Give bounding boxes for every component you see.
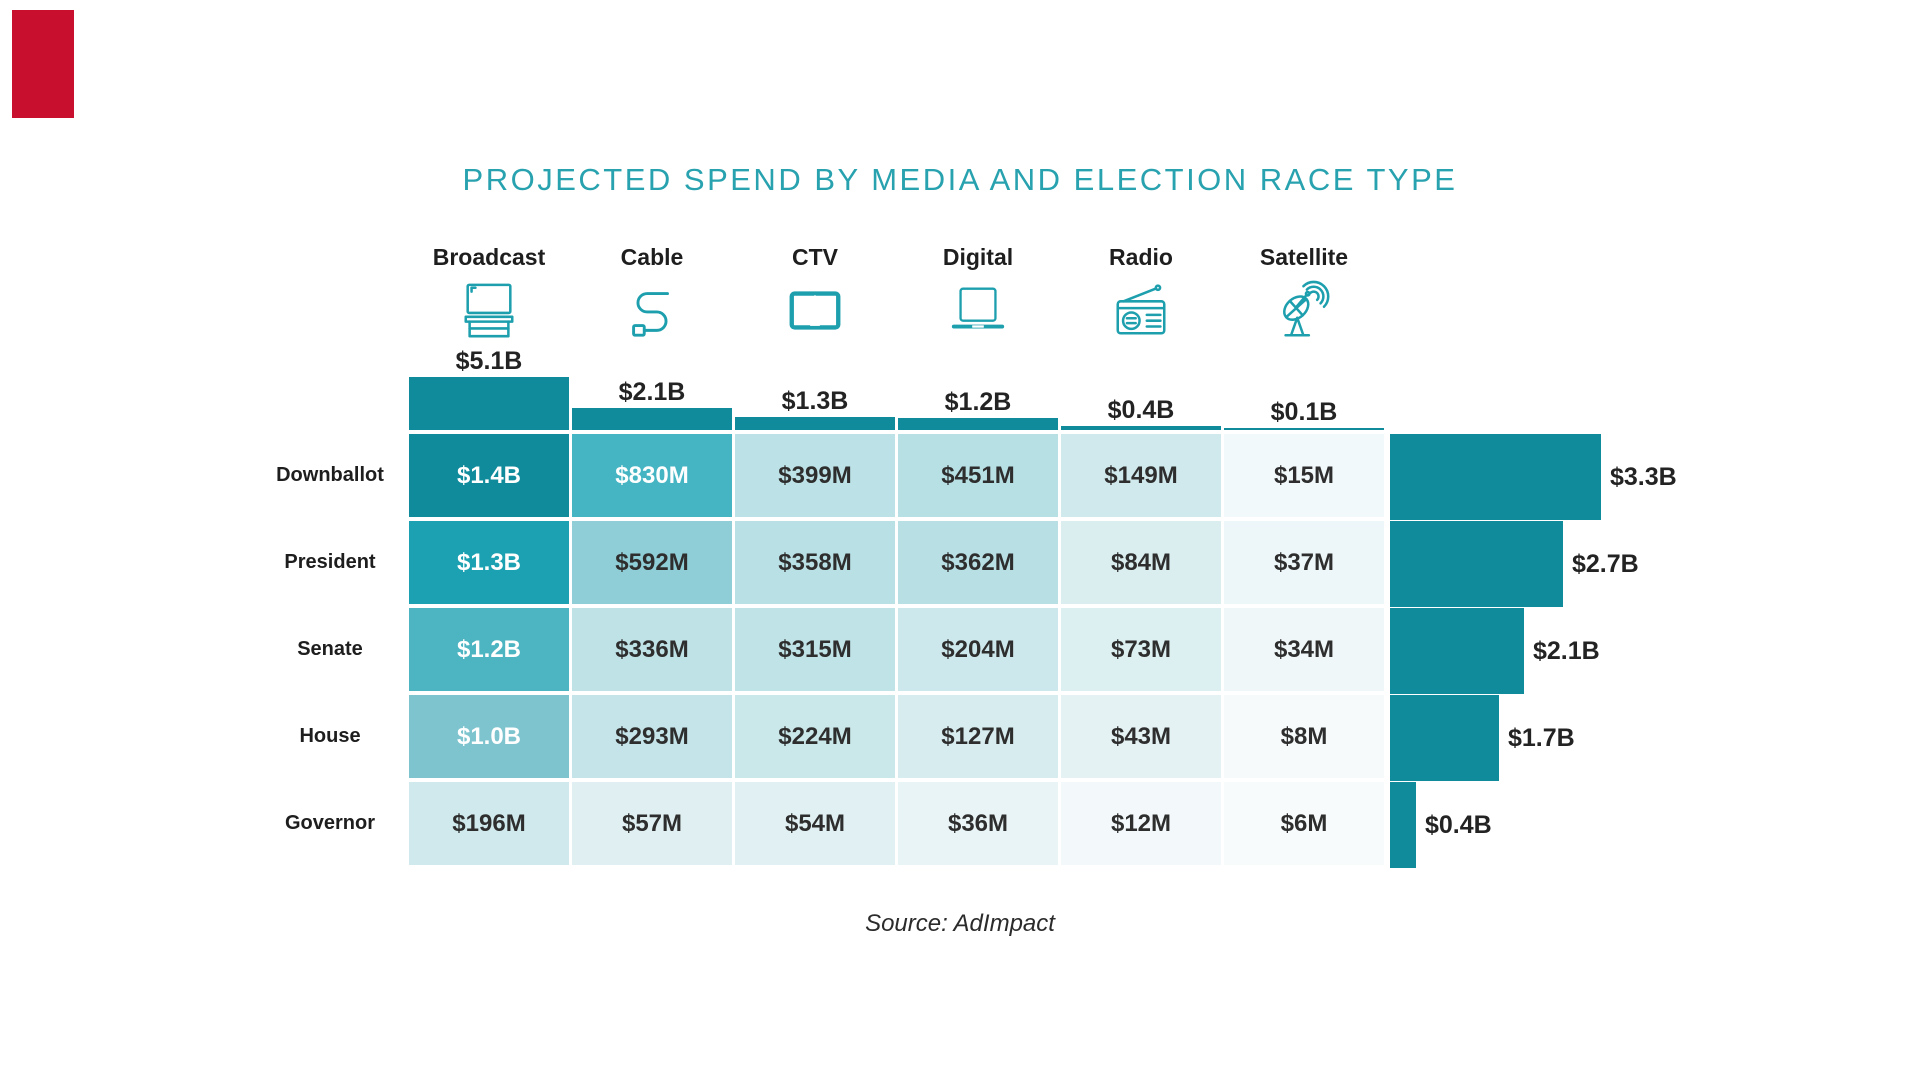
cell-downballot-digital: $451M [898, 434, 1058, 517]
cell-president-radio: $84M [1061, 521, 1221, 604]
satellite-dish-icon [1224, 278, 1384, 344]
cell-senate-broadcast: $1.2B [409, 608, 569, 691]
column-total-bar-cable [572, 408, 732, 430]
row-label-downballot: Downballot [276, 464, 384, 486]
cell-house-radio: $43M [1061, 695, 1221, 778]
radio-icon [1061, 278, 1221, 344]
cell-president-digital: $362M [898, 521, 1058, 604]
cell-president-ctv: $358M [735, 521, 895, 604]
column-total-label-satellite: $0.1B [1270, 398, 1338, 426]
row-label-president: President [284, 551, 376, 573]
cell-house-broadcast: $1.0B [409, 695, 569, 778]
cell-house-satellite: $8M [1224, 695, 1384, 778]
cell-governor-satellite: $6M [1224, 782, 1384, 865]
cell-president-cable: $592M [572, 521, 732, 604]
row-total-bar-president [1390, 521, 1563, 607]
column-total-bar-radio [1061, 426, 1221, 430]
cell-house-cable: $293M [572, 695, 732, 778]
column-total-label-broadcast: $5.1B [455, 347, 523, 375]
cable-cord-icon [572, 278, 732, 344]
source-text: Source: AdImpact [865, 910, 1055, 937]
row-total-label-house: $1.7B [1508, 724, 1575, 752]
row-total-bar-senate [1390, 608, 1524, 694]
row-total-label-president: $2.7B [1572, 550, 1639, 578]
cell-senate-ctv: $315M [735, 608, 895, 691]
chart-title: PROJECTED SPEND BY MEDIA AND ELECTION RACE TYPE [462, 162, 1458, 197]
row-label-house: House [299, 725, 361, 747]
cell-downballot-ctv: $399M [735, 434, 895, 517]
cell-downballot-cable: $830M [572, 434, 732, 517]
row-total-label-governor: $0.4B [1425, 811, 1492, 839]
cell-governor-radio: $12M [1061, 782, 1221, 865]
row-total-label-downballot: $3.3B [1610, 463, 1677, 491]
cell-house-digital: $127M [898, 695, 1058, 778]
cell-senate-cable: $336M [572, 608, 732, 691]
column-total-label-radio: $0.4B [1107, 396, 1175, 424]
ctv-screen-icon [735, 278, 895, 344]
cell-president-satellite: $37M [1224, 521, 1384, 604]
column-header-ctv: CTV [792, 244, 838, 270]
cell-governor-ctv: $54M [735, 782, 895, 865]
cell-governor-cable: $57M [572, 782, 732, 865]
column-header-radio: Radio [1109, 244, 1173, 270]
cell-downballot-satellite: $15M [1224, 434, 1384, 517]
cell-senate-digital: $204M [898, 608, 1058, 691]
column-total-label-digital: $1.2B [944, 388, 1012, 416]
column-total-bar-satellite [1224, 428, 1384, 430]
column-header-satellite: Satellite [1259, 244, 1349, 270]
cell-downballot-broadcast: $1.4B [409, 434, 569, 517]
column-total-label-cable: $2.1B [618, 378, 686, 406]
row-total-label-senate: $2.1B [1533, 637, 1600, 665]
source-credit [0, 910, 1920, 938]
column-total-bar-digital [898, 418, 1058, 430]
cell-downballot-radio: $149M [1061, 434, 1221, 517]
column-header-broadcast: Broadcast [432, 244, 546, 270]
cell-governor-broadcast: $196M [409, 782, 569, 865]
column-header-digital: Digital [942, 244, 1014, 270]
row-total-bar-downballot [1390, 434, 1601, 520]
cell-governor-digital: $36M [898, 782, 1058, 865]
laptop-icon [898, 278, 1058, 344]
row-total-bar-governor [1390, 782, 1416, 868]
broadcast-tv-icon [409, 278, 569, 344]
column-total-label-ctv: $1.3B [781, 387, 849, 415]
column-header-cable: Cable [620, 244, 684, 270]
cell-senate-satellite: $34M [1224, 608, 1384, 691]
cell-president-broadcast: $1.3B [409, 521, 569, 604]
row-label-governor: Governor [284, 812, 376, 834]
column-total-bar-ctv [735, 417, 895, 430]
row-label-senate: Senate [297, 638, 363, 660]
cell-senate-radio: $73M [1061, 608, 1221, 691]
column-total-bar-broadcast [409, 377, 569, 430]
row-total-bar-house [1390, 695, 1499, 781]
cell-house-ctv: $224M [735, 695, 895, 778]
